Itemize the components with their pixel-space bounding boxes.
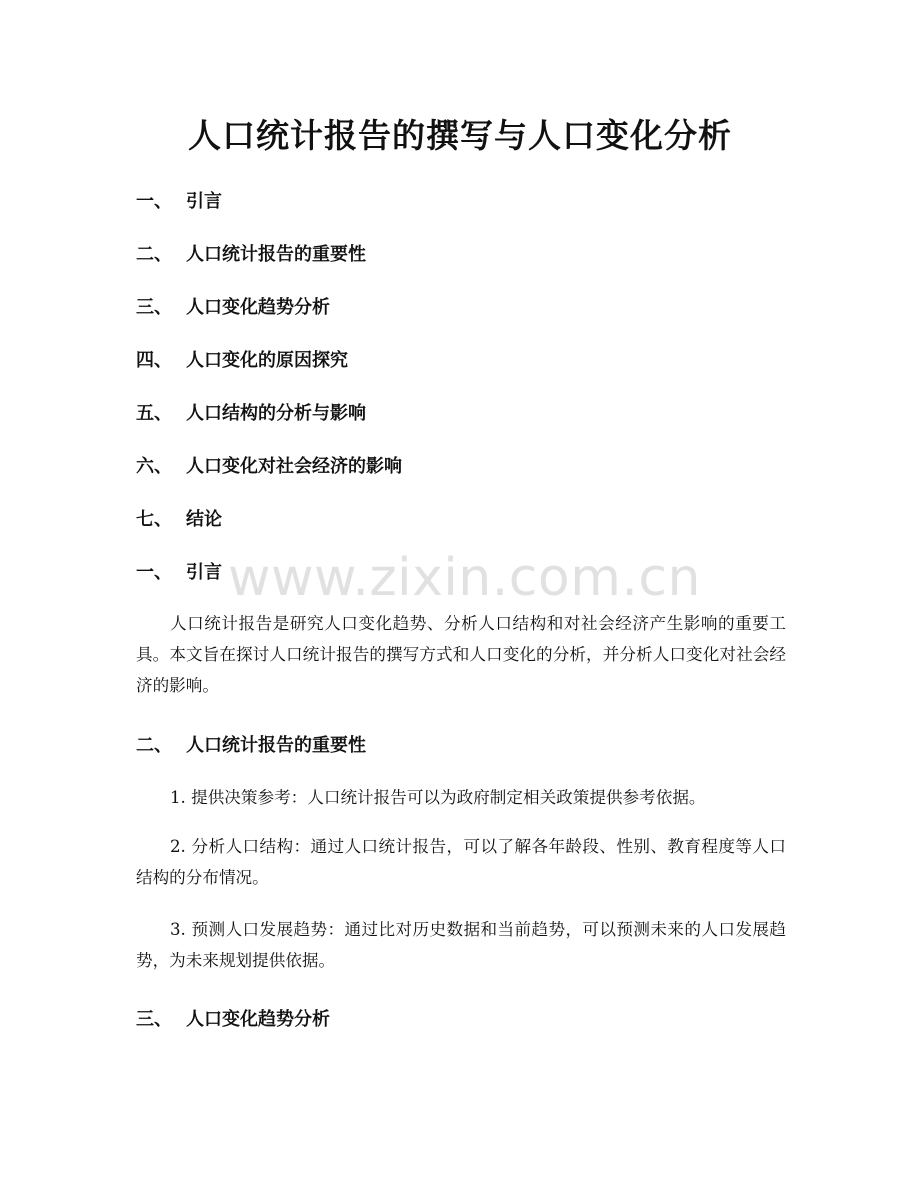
toc-item-label: 人口结构的分析与影响 xyxy=(186,403,366,424)
toc-item-number: 五、 xyxy=(136,403,172,424)
toc-item-label: 引言 xyxy=(186,191,222,212)
page-title: 人口统计报告的撰写与人口变化分析 xyxy=(188,116,732,155)
section-number: 三、 xyxy=(136,1009,172,1030)
intro-paragraph: 人口统计报告是研究人口变化趋势、分析人口结构和对社会经济产生影响的重要工具。本文旨在探讨人口统计报告的撰写方式和人口变化的分析，并分析人口变化对社会经济的影响。 xyxy=(136,614,786,695)
toc-item-number: 三、 xyxy=(136,297,172,318)
section-number: 一、 xyxy=(136,562,172,583)
toc-item-3 xyxy=(136,296,330,320)
toc-item-label: 人口变化对社会经济的影响 xyxy=(186,456,402,477)
toc-item-7 xyxy=(136,508,222,532)
toc-item-number: 二、 xyxy=(136,244,172,265)
toc-item-1 xyxy=(136,190,222,214)
toc-item-6 xyxy=(136,455,402,479)
section-label: 人口统计报告的重要性 xyxy=(186,735,366,756)
section-label: 人口变化趋势分析 xyxy=(186,1009,330,1030)
section-heading-intro xyxy=(136,561,222,585)
toc-item-number: 七、 xyxy=(136,509,172,530)
toc-item-number: 四、 xyxy=(136,350,172,371)
section-label: 引言 xyxy=(186,562,222,583)
watermark-text: www.zixin.com.cn xyxy=(228,548,701,608)
section-number: 二、 xyxy=(136,735,172,756)
toc-item-4 xyxy=(136,349,348,373)
list-item: 1. 提供决策参考：人口统计报告可以为政府制定相关政策提供参考依据。 xyxy=(170,788,706,807)
toc-item-2 xyxy=(136,243,366,267)
toc-item-number: 一、 xyxy=(136,191,172,212)
list-item: 3. 预测人口发展趋势：通过比对历史数据和当前趋势，可以预测未来的人口发展趋势，为未来规划提供依据。 xyxy=(136,920,786,970)
toc-item-number: 六、 xyxy=(136,456,172,477)
toc-item-5 xyxy=(136,402,366,426)
list-item: 2. 分析人口结构：通过人口统计报告，可以了解各年龄段、性别、教育程度等人口结构的分布情况。 xyxy=(136,837,786,887)
section-heading-importance xyxy=(136,734,366,758)
toc-item-label: 人口变化的原因探究 xyxy=(186,350,348,371)
toc-item-label: 人口变化趋势分析 xyxy=(186,297,330,318)
toc-item-label: 人口统计报告的重要性 xyxy=(186,244,366,265)
toc-item-label: 结论 xyxy=(186,509,222,530)
section-heading-trends xyxy=(136,1008,330,1032)
